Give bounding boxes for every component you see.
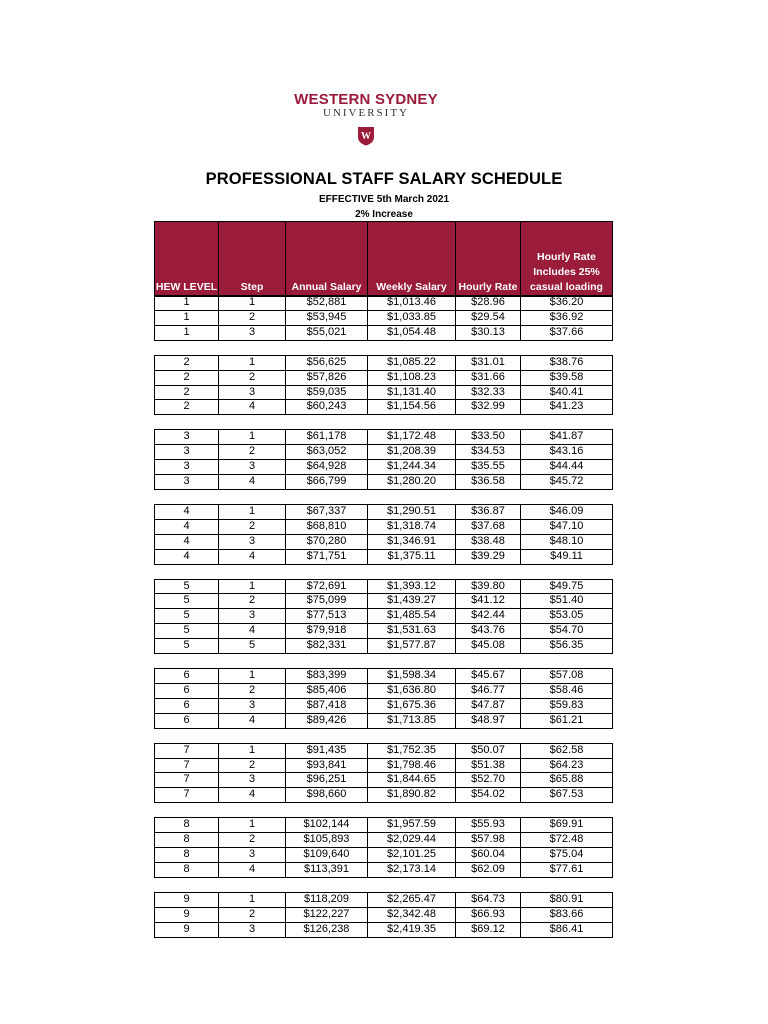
cell-hourly-rate: $29.54	[456, 310, 521, 325]
cell-hourly-rate: $35.55	[456, 460, 521, 475]
cell-weekly-salary: $1,054.48	[368, 325, 456, 340]
cell-annual-salary: $93,841	[286, 758, 368, 773]
cell-casual-rate: $43.16	[521, 445, 613, 460]
cell-casual-rate: $86.41	[521, 922, 613, 937]
cell-annual-salary: $56,625	[286, 355, 368, 370]
cell-casual-rate: $53.05	[521, 609, 613, 624]
cell-casual-rate: $56.35	[521, 639, 613, 654]
cell-weekly-salary: $1,085.22	[368, 355, 456, 370]
cell-hew-level: 3	[155, 460, 219, 475]
cell-weekly-salary: $2,342.48	[368, 907, 456, 922]
cell-hew-level: 7	[155, 788, 219, 803]
cell-step: 2	[219, 907, 286, 922]
table-row	[155, 534, 613, 549]
header-annual-salary: Annual Salary	[286, 222, 368, 297]
cell-casual-rate: $67.53	[521, 788, 613, 803]
cell-weekly-salary: $1,375.11	[368, 549, 456, 564]
cell-hourly-rate: $64.73	[456, 892, 521, 907]
table-row	[155, 698, 613, 713]
salary-group-table	[154, 892, 613, 938]
cell-casual-rate: $61.21	[521, 713, 613, 728]
cell-hew-level: 6	[155, 669, 219, 684]
cell-step: 3	[219, 922, 286, 937]
cell-casual-rate: $39.58	[521, 370, 613, 385]
table-row	[155, 833, 613, 848]
cell-casual-rate: $62.58	[521, 743, 613, 758]
cell-weekly-salary: $1,890.82	[368, 788, 456, 803]
cell-hourly-rate: $38.48	[456, 534, 521, 549]
cell-hew-level: 5	[155, 594, 219, 609]
cell-casual-rate: $36.20	[521, 296, 613, 311]
cell-hourly-rate: $42.44	[456, 609, 521, 624]
cell-annual-salary: $102,144	[286, 818, 368, 833]
table-row	[155, 788, 613, 803]
cell-step: 4	[219, 549, 286, 564]
cell-hew-level: 6	[155, 713, 219, 728]
table-row	[155, 400, 613, 415]
cell-hourly-rate: $47.87	[456, 698, 521, 713]
cell-annual-salary: $70,280	[286, 534, 368, 549]
table-row	[155, 579, 613, 594]
cell-hourly-rate: $28.96	[456, 296, 521, 311]
cell-hourly-rate: $36.58	[456, 475, 521, 490]
table-row	[155, 892, 613, 907]
cell-hew-level: 5	[155, 624, 219, 639]
cell-annual-salary: $82,331	[286, 639, 368, 654]
cell-hew-level: 9	[155, 922, 219, 937]
table-row	[155, 669, 613, 684]
cell-weekly-salary: $2,029.44	[368, 833, 456, 848]
table-row	[155, 713, 613, 728]
cell-casual-rate: $49.11	[521, 549, 613, 564]
cell-casual-rate: $59.83	[521, 698, 613, 713]
cell-step: 4	[219, 475, 286, 490]
table-row	[155, 773, 613, 788]
cell-casual-rate: $41.23	[521, 400, 613, 415]
cell-step: 3	[219, 698, 286, 713]
cell-hew-level: 7	[155, 743, 219, 758]
cell-hourly-rate: $46.77	[456, 683, 521, 698]
effective-date: EFFECTIVE 5th March 2021	[318, 194, 450, 205]
cell-casual-rate: $75.04	[521, 848, 613, 863]
cell-hourly-rate: $57.98	[456, 833, 521, 848]
cell-weekly-salary: $1,131.40	[368, 385, 456, 400]
cell-annual-salary: $67,337	[286, 504, 368, 519]
cell-weekly-salary: $1,172.48	[368, 430, 456, 445]
table-row	[155, 445, 613, 460]
table-row	[155, 519, 613, 534]
cell-step: 1	[219, 579, 286, 594]
cell-casual-rate: $38.76	[521, 355, 613, 370]
cell-annual-salary: $77,513	[286, 609, 368, 624]
table-row	[155, 818, 613, 833]
cell-weekly-salary: $1,033.85	[368, 310, 456, 325]
table-row	[155, 624, 613, 639]
salary-group-table	[154, 743, 613, 804]
cell-hourly-rate: $32.99	[456, 400, 521, 415]
cell-casual-rate: $51.40	[521, 594, 613, 609]
salary-group-table	[154, 668, 613, 729]
cell-annual-salary: $71,751	[286, 549, 368, 564]
cell-casual-rate: $64.23	[521, 758, 613, 773]
cell-hourly-rate: $55.93	[456, 818, 521, 833]
cell-step: 1	[219, 430, 286, 445]
cell-weekly-salary: $1,844.65	[368, 773, 456, 788]
cell-hourly-rate: $36.87	[456, 504, 521, 519]
cell-hew-level: 2	[155, 385, 219, 400]
cell-hourly-rate: $62.09	[456, 862, 521, 877]
cell-hew-level: 9	[155, 907, 219, 922]
table-row	[155, 549, 613, 564]
header-casual-rate: Hourly Rate Includes 25% casual loading	[521, 222, 613, 297]
table-row	[155, 848, 613, 863]
cell-weekly-salary: $1,393.12	[368, 579, 456, 594]
cell-annual-salary: $126,238	[286, 922, 368, 937]
table-row	[155, 594, 613, 609]
cell-hew-level: 4	[155, 519, 219, 534]
cell-step: 4	[219, 788, 286, 803]
cell-weekly-salary: $1,154.56	[368, 400, 456, 415]
header-weekly-salary: Weekly Salary	[368, 222, 456, 297]
cell-hourly-rate: $52.70	[456, 773, 521, 788]
cell-weekly-salary: $1,598.34	[368, 669, 456, 684]
cell-annual-salary: $79,918	[286, 624, 368, 639]
table-row	[155, 370, 613, 385]
cell-weekly-salary: $1,439.27	[368, 594, 456, 609]
university-logo	[285, 92, 447, 154]
cell-annual-salary: $72,691	[286, 579, 368, 594]
cell-hew-level: 6	[155, 683, 219, 698]
cell-annual-salary: $53,945	[286, 310, 368, 325]
cell-weekly-salary: $1,531.63	[368, 624, 456, 639]
cell-hourly-rate: $51.38	[456, 758, 521, 773]
cell-casual-rate: $36.92	[521, 310, 613, 325]
cell-hourly-rate: $66.93	[456, 907, 521, 922]
cell-hew-level: 7	[155, 773, 219, 788]
cell-step: 1	[219, 743, 286, 758]
cell-annual-salary: $98,660	[286, 788, 368, 803]
table-row	[155, 355, 613, 370]
increase-note: 2% Increase	[355, 209, 413, 220]
cell-hourly-rate: $37.68	[456, 519, 521, 534]
cell-hourly-rate: $33.50	[456, 430, 521, 445]
cell-step: 3	[219, 534, 286, 549]
shield-emblem-icon	[357, 126, 375, 146]
cell-weekly-salary: $1,208.39	[368, 445, 456, 460]
header-hew-level: HEW LEVEL	[155, 222, 219, 297]
cell-weekly-salary: $1,290.51	[368, 504, 456, 519]
cell-hourly-rate: $50.07	[456, 743, 521, 758]
cell-hourly-rate: $34.53	[456, 445, 521, 460]
cell-casual-rate: $44.44	[521, 460, 613, 475]
cell-annual-salary: $85,406	[286, 683, 368, 698]
cell-annual-salary: $57,826	[286, 370, 368, 385]
cell-weekly-salary: $1,957.59	[368, 818, 456, 833]
cell-casual-rate: $65.88	[521, 773, 613, 788]
table-row	[155, 385, 613, 400]
table-row	[155, 609, 613, 624]
cell-hourly-rate: $54.02	[456, 788, 521, 803]
cell-annual-salary: $91,435	[286, 743, 368, 758]
cell-step: 3	[219, 385, 286, 400]
cell-casual-rate: $48.10	[521, 534, 613, 549]
cell-step: 1	[219, 669, 286, 684]
cell-step: 3	[219, 609, 286, 624]
cell-weekly-salary: $1,346.91	[368, 534, 456, 549]
cell-casual-rate: $54.70	[521, 624, 613, 639]
header-hourly-rate: Hourly Rate	[456, 222, 521, 297]
table-row	[155, 922, 613, 937]
cell-hourly-rate: $39.29	[456, 549, 521, 564]
table-row	[155, 639, 613, 654]
cell-annual-salary: $60,243	[286, 400, 368, 415]
cell-casual-rate: $49.75	[521, 579, 613, 594]
table-header	[154, 221, 613, 297]
cell-weekly-salary: $1,675.36	[368, 698, 456, 713]
salary-group-table	[154, 817, 613, 878]
table-row	[155, 296, 613, 311]
cell-annual-salary: $59,035	[286, 385, 368, 400]
cell-hew-level: 6	[155, 698, 219, 713]
cell-casual-rate: $47.10	[521, 519, 613, 534]
cell-annual-salary: $68,810	[286, 519, 368, 534]
cell-step: 2	[219, 370, 286, 385]
cell-hourly-rate: $31.66	[456, 370, 521, 385]
table-row	[155, 475, 613, 490]
table-row	[155, 862, 613, 877]
cell-annual-salary: $63,052	[286, 445, 368, 460]
cell-annual-salary: $113,391	[286, 862, 368, 877]
cell-casual-rate: $45.72	[521, 475, 613, 490]
cell-casual-rate: $46.09	[521, 504, 613, 519]
cell-hourly-rate: $48.97	[456, 713, 521, 728]
table-row	[155, 683, 613, 698]
cell-casual-rate: $57.08	[521, 669, 613, 684]
cell-hourly-rate: $69.12	[456, 922, 521, 937]
cell-hew-level: 4	[155, 504, 219, 519]
cell-casual-rate: $69.91	[521, 818, 613, 833]
cell-weekly-salary: $1,713.85	[368, 713, 456, 728]
cell-hourly-rate: $39.80	[456, 579, 521, 594]
table-row	[155, 310, 613, 325]
cell-step: 2	[219, 758, 286, 773]
salary-group-table	[154, 429, 613, 490]
cell-annual-salary: $61,178	[286, 430, 368, 445]
cell-hourly-rate: $31.01	[456, 355, 521, 370]
salary-group-table	[154, 355, 613, 416]
cell-weekly-salary: $1,636.80	[368, 683, 456, 698]
cell-step: 5	[219, 639, 286, 654]
cell-step: 4	[219, 862, 286, 877]
cell-step: 4	[219, 624, 286, 639]
cell-step: 3	[219, 325, 286, 340]
cell-step: 2	[219, 833, 286, 848]
table-row	[155, 430, 613, 445]
cell-hew-level: 4	[155, 549, 219, 564]
cell-annual-salary: $89,426	[286, 713, 368, 728]
cell-step: 1	[219, 355, 286, 370]
cell-hew-level: 1	[155, 296, 219, 311]
page-title: PROFESSIONAL STAFF SALARY SCHEDULE	[205, 170, 563, 188]
cell-hew-level: 2	[155, 355, 219, 370]
cell-weekly-salary: $1,013.46	[368, 296, 456, 311]
cell-casual-rate: $83.66	[521, 907, 613, 922]
table-row	[155, 743, 613, 758]
logo-wordmark: WESTERN SYDNEY	[294, 91, 438, 108]
cell-step: 1	[219, 818, 286, 833]
cell-hew-level: 3	[155, 475, 219, 490]
cell-step: 4	[219, 713, 286, 728]
cell-hourly-rate: $41.12	[456, 594, 521, 609]
cell-casual-rate: $40.41	[521, 385, 613, 400]
cell-step: 2	[219, 519, 286, 534]
cell-annual-salary: $64,928	[286, 460, 368, 475]
cell-weekly-salary: $1,485.54	[368, 609, 456, 624]
cell-hew-level: 5	[155, 609, 219, 624]
cell-hew-level: 8	[155, 862, 219, 877]
cell-hew-level: 3	[155, 430, 219, 445]
header-step: Step	[219, 222, 286, 297]
cell-hew-level: 8	[155, 833, 219, 848]
cell-step: 2	[219, 683, 286, 698]
cell-hew-level: 1	[155, 310, 219, 325]
cell-weekly-salary: $1,280.20	[368, 475, 456, 490]
table-row	[155, 325, 613, 340]
cell-hourly-rate: $43.76	[456, 624, 521, 639]
cell-casual-rate: $77.61	[521, 862, 613, 877]
svg-text:W: W	[361, 131, 371, 142]
salary-group-table	[154, 579, 613, 655]
cell-casual-rate: $37.66	[521, 325, 613, 340]
table-row	[155, 460, 613, 475]
cell-hew-level: 8	[155, 848, 219, 863]
cell-hew-level: 4	[155, 534, 219, 549]
salary-group-table	[154, 295, 613, 341]
table-row	[155, 907, 613, 922]
cell-hew-level: 8	[155, 818, 219, 833]
cell-weekly-salary: $2,173.14	[368, 862, 456, 877]
cell-annual-salary: $105,893	[286, 833, 368, 848]
cell-weekly-salary: $1,798.46	[368, 758, 456, 773]
cell-casual-rate: $41.87	[521, 430, 613, 445]
cell-hew-level: 7	[155, 758, 219, 773]
cell-step: 1	[219, 892, 286, 907]
cell-casual-rate: $80.91	[521, 892, 613, 907]
cell-casual-rate: $72.48	[521, 833, 613, 848]
cell-hourly-rate: $60.04	[456, 848, 521, 863]
cell-annual-salary: $55,021	[286, 325, 368, 340]
salary-group-table	[154, 504, 613, 565]
cell-step: 3	[219, 848, 286, 863]
cell-step: 1	[219, 504, 286, 519]
cell-casual-rate: $58.46	[521, 683, 613, 698]
cell-hew-level: 3	[155, 445, 219, 460]
cell-weekly-salary: $2,265.47	[368, 892, 456, 907]
cell-hew-level: 2	[155, 400, 219, 415]
cell-hew-level: 5	[155, 579, 219, 594]
cell-hourly-rate: $45.08	[456, 639, 521, 654]
cell-annual-salary: $52,881	[286, 296, 368, 311]
cell-weekly-salary: $1,108.23	[368, 370, 456, 385]
cell-annual-salary: $75,099	[286, 594, 368, 609]
cell-annual-salary: $109,640	[286, 848, 368, 863]
cell-annual-salary: $66,799	[286, 475, 368, 490]
table-row	[155, 504, 613, 519]
cell-step: 3	[219, 773, 286, 788]
cell-hourly-rate: $32.33	[456, 385, 521, 400]
cell-hew-level: 1	[155, 325, 219, 340]
cell-step: 2	[219, 445, 286, 460]
cell-weekly-salary: $1,318.74	[368, 519, 456, 534]
cell-weekly-salary: $1,752.35	[368, 743, 456, 758]
cell-hourly-rate: $30.13	[456, 325, 521, 340]
cell-annual-salary: $83,399	[286, 669, 368, 684]
cell-hourly-rate: $45.67	[456, 669, 521, 684]
cell-weekly-salary: $2,101.25	[368, 848, 456, 863]
cell-annual-salary: $87,418	[286, 698, 368, 713]
cell-annual-salary: $96,251	[286, 773, 368, 788]
cell-step: 1	[219, 296, 286, 311]
cell-weekly-salary: $2,419.35	[368, 922, 456, 937]
cell-step: 3	[219, 460, 286, 475]
cell-hew-level: 2	[155, 370, 219, 385]
cell-weekly-salary: $1,244.34	[368, 460, 456, 475]
cell-step: 4	[219, 400, 286, 415]
cell-step: 2	[219, 594, 286, 609]
cell-hew-level: 9	[155, 892, 219, 907]
table-row	[155, 758, 613, 773]
cell-weekly-salary: $1,577.87	[368, 639, 456, 654]
cell-hew-level: 5	[155, 639, 219, 654]
cell-step: 2	[219, 310, 286, 325]
logo-subtitle: UNIVERSITY	[323, 107, 409, 119]
cell-annual-salary: $118,209	[286, 892, 368, 907]
cell-annual-salary: $122,227	[286, 907, 368, 922]
